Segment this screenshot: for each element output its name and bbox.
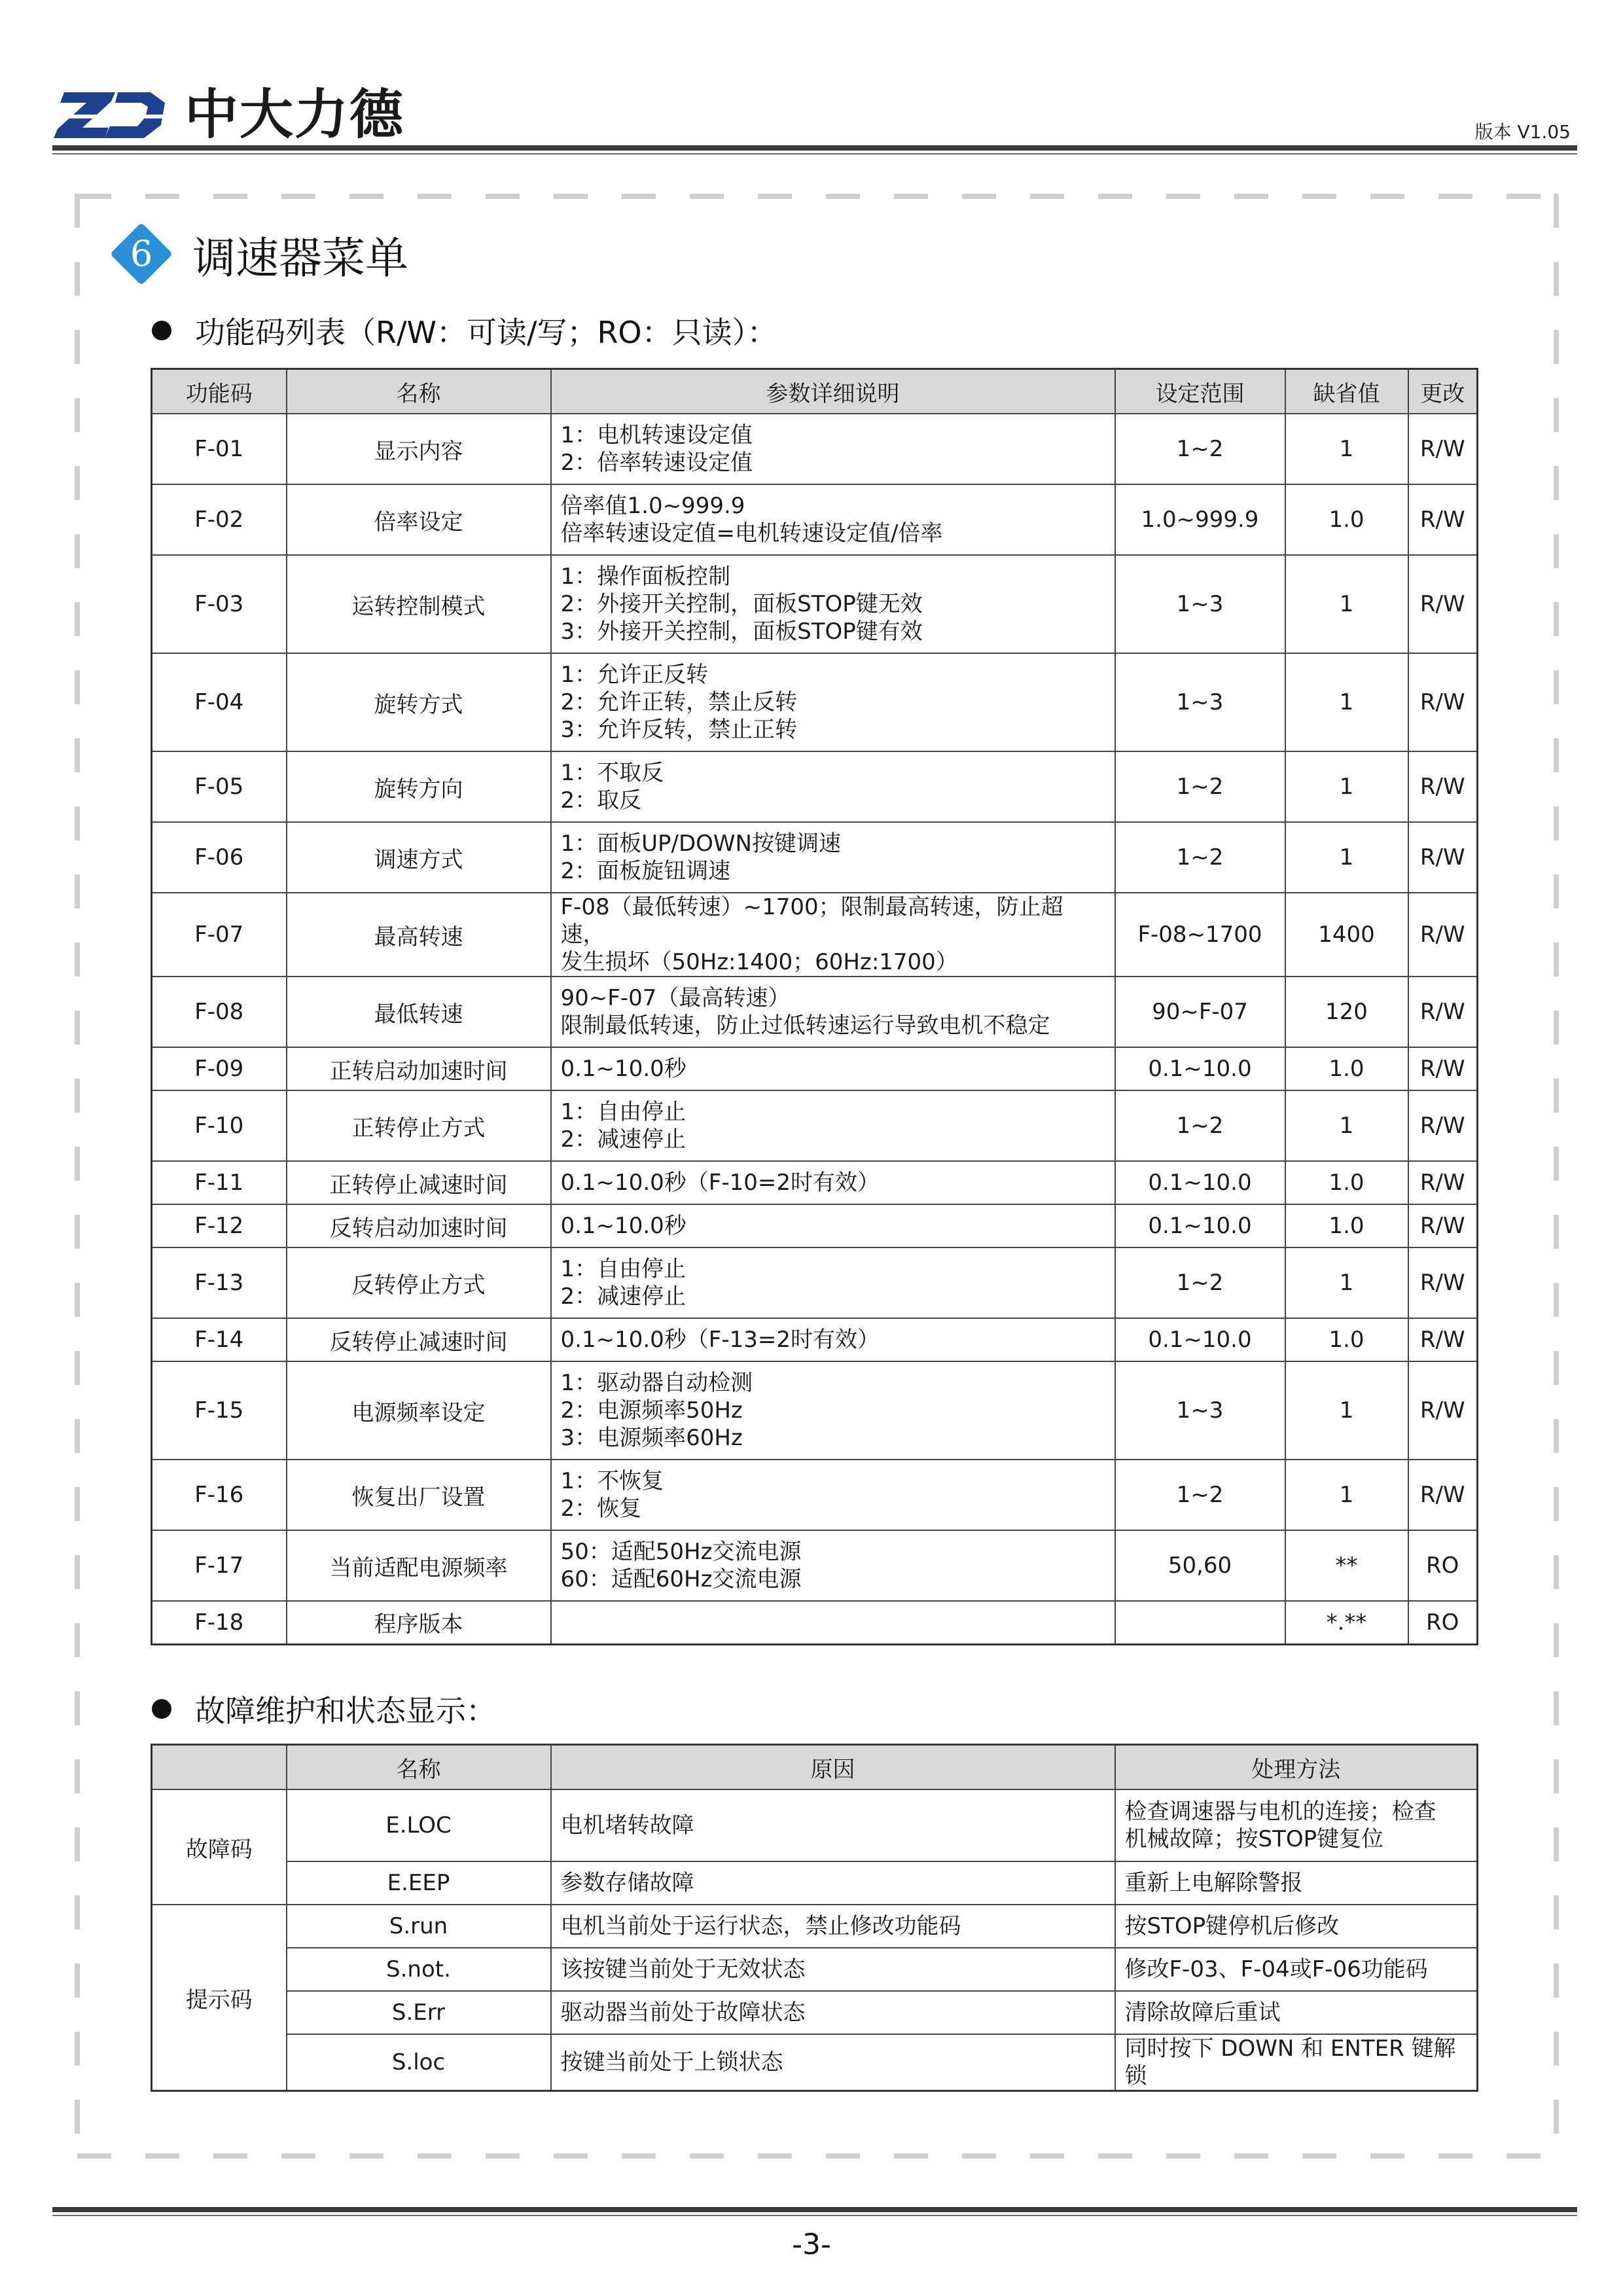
status-code-reason: 参数存储故障 [551, 1861, 1115, 1905]
company-logo [52, 84, 404, 146]
function-desc [551, 822, 1115, 893]
desc-line: 发生损坏（50Hz:1400；60Hz:1700） [560, 949, 958, 975]
table-header-row [152, 1745, 1478, 1790]
function-rw: R/W [1408, 1161, 1478, 1204]
function-desc [551, 1047, 1115, 1090]
function-rw: R/W [1408, 822, 1478, 893]
function-code: F-12 [152, 1204, 287, 1247]
table-row [152, 1460, 1478, 1530]
table-row [152, 484, 1478, 555]
status-code-fix [1115, 1861, 1478, 1905]
fault-table-heading-text: 故障维护和状态显示： [195, 1693, 496, 1729]
desc-line: 1：操作面板控制 [560, 564, 731, 590]
function-rw: R/W [1408, 1460, 1478, 1530]
status-code-fix [1115, 1948, 1478, 1991]
version-label: 版本 V1.05 [1474, 121, 1571, 143]
table-row [152, 1991, 1478, 2034]
desc-line: F-08（最低转速）~1700；限制最高转速，防止超速， [560, 894, 1063, 948]
desc-line: 1：不取反 [560, 760, 664, 786]
table-row [152, 1247, 1478, 1318]
desc-line: 3：允许反转，禁止正转 [560, 717, 798, 743]
function-desc [551, 1318, 1115, 1361]
table-row [152, 977, 1478, 1047]
function-code: F-15 [152, 1361, 287, 1460]
function-rw: R/W [1408, 1361, 1478, 1460]
status-code-name: S.run [287, 1905, 551, 1948]
function-name: 倍率设定 [287, 484, 551, 555]
function-range: 0.1~10.0 [1115, 1161, 1285, 1204]
fix-line: 清除故障后重试 [1124, 2000, 1281, 2026]
function-code: F-08 [152, 977, 287, 1047]
function-rw: R/W [1408, 484, 1478, 555]
function-name: 显示内容 [287, 414, 551, 484]
function-range: 1~3 [1115, 1361, 1285, 1460]
desc-line: 0.1~10.0秒（F-13=2时有效） [560, 1327, 880, 1353]
desc-line: 2：倍率转速设定值 [560, 450, 753, 476]
table-row [152, 893, 1478, 977]
status-code-name: E.LOC [287, 1789, 551, 1861]
function-range: 1~2 [1115, 751, 1285, 822]
column-header-range: 设定范围 [1115, 369, 1285, 414]
function-rw: R/W [1408, 1047, 1478, 1090]
function-range: 1~2 [1115, 1247, 1285, 1318]
status-code-name: E.EEP [287, 1861, 551, 1905]
table-row [152, 653, 1478, 751]
desc-line: 0.1~10.0秒 [560, 1056, 687, 1082]
function-rw: R/W [1408, 751, 1478, 822]
column-header-category [152, 1745, 287, 1790]
fix-line: 机械故障；按STOP键复位 [1124, 1826, 1384, 1852]
function-rw: R/W [1408, 414, 1478, 484]
function-name: 反转启动加速时间 [287, 1204, 551, 1247]
status-code-reason: 驱动器当前处于故障状态 [551, 1991, 1115, 2034]
dashed-frame-bottom [77, 2153, 1558, 2159]
function-name: 恢复出厂设置 [287, 1460, 551, 1530]
desc-line: 1：面板UP/DOWN按键调速 [560, 831, 841, 857]
function-rw: R/W [1408, 1204, 1478, 1247]
header-rule-thin [52, 153, 1577, 154]
status-code-name: S.not. [287, 1948, 551, 1991]
desc-line: 90~F-07（最高转速） [560, 985, 791, 1011]
function-table-heading [152, 309, 777, 352]
function-desc [551, 893, 1115, 977]
section-title-text: 调速器菜单 [192, 232, 408, 283]
dashed-frame-right [1554, 194, 1559, 2159]
function-code: F-14 [152, 1318, 287, 1361]
function-desc [551, 1460, 1115, 1530]
desc-line: 倍率值1.0~999.9 [560, 493, 745, 519]
function-default: 1.0 [1285, 1047, 1408, 1090]
function-default: 1 [1285, 1090, 1408, 1161]
function-rw: RO [1408, 1601, 1478, 1644]
table-row [152, 1905, 1478, 1948]
table-header-row [152, 369, 1478, 414]
function-desc [551, 1530, 1115, 1601]
function-code: F-05 [152, 751, 287, 822]
function-rw: R/W [1408, 1247, 1478, 1318]
function-default: 1 [1285, 751, 1408, 822]
function-code: F-17 [152, 1530, 287, 1601]
function-default: 1 [1285, 653, 1408, 751]
status-code-fix [1115, 1789, 1478, 1861]
desc-line: 2：允许正转，禁止反转 [560, 689, 798, 715]
function-default: 1.0 [1285, 1318, 1408, 1361]
desc-line: 0.1~10.0秒 [560, 1213, 687, 1239]
function-desc [551, 1361, 1115, 1460]
function-rw: R/W [1408, 1318, 1478, 1361]
function-code: F-10 [152, 1090, 287, 1161]
bullet-icon [152, 1699, 171, 1719]
function-name: 旋转方向 [287, 751, 551, 822]
function-range: 0.1~10.0 [1115, 1318, 1285, 1361]
column-header-name: 名称 [287, 1745, 551, 1790]
status-code-reason: 电机堵转故障 [551, 1789, 1115, 1861]
function-name: 正转停止减速时间 [287, 1161, 551, 1204]
function-code: F-06 [152, 822, 287, 893]
table-row [152, 1047, 1478, 1090]
desc-line: 1：驱动器自动检测 [560, 1370, 753, 1396]
table-row [152, 1601, 1478, 1644]
column-header-fix: 处理方法 [1115, 1745, 1478, 1790]
function-rw: RO [1408, 1530, 1478, 1601]
table-row [152, 1948, 1478, 1991]
status-code-name: S.Err [287, 1991, 551, 2034]
fault-table-body [152, 1789, 1478, 2091]
function-rw: R/W [1408, 555, 1478, 653]
function-default: ** [1285, 1530, 1408, 1601]
function-default: 1.0 [1285, 1161, 1408, 1204]
desc-line: 2：取反 [560, 787, 642, 814]
fault-status-table [151, 1744, 1478, 2092]
function-default: 1 [1285, 555, 1408, 653]
table-row [152, 1361, 1478, 1460]
table-row [152, 555, 1478, 653]
function-code: F-03 [152, 555, 287, 653]
table-row [152, 1530, 1478, 1601]
footer-rule [52, 2207, 1577, 2212]
logo-text: 中大力德 [185, 83, 405, 146]
function-rw: R/W [1408, 1090, 1478, 1161]
function-default: 1 [1285, 1361, 1408, 1460]
function-desc [551, 1161, 1115, 1204]
desc-line: 2：面板旋钮调速 [560, 858, 731, 884]
function-code: F-02 [152, 484, 287, 555]
desc-line: 2：减速停止 [560, 1283, 687, 1310]
function-rw: R/W [1408, 893, 1478, 977]
desc-line: 限制最低转速，防止过低转速运行导致电机不稳定 [560, 1013, 1050, 1039]
desc-line: 1：电机转速设定值 [560, 422, 753, 448]
function-desc [551, 1247, 1115, 1318]
fix-line: 检查调速器与电机的连接；检查 [1124, 1799, 1436, 1825]
function-range: 1~2 [1115, 414, 1285, 484]
function-default: 1.0 [1285, 1204, 1408, 1247]
fix-line: 按STOP键停机后修改 [1124, 1913, 1340, 1939]
table-row [152, 751, 1478, 822]
function-name: 电源频率设定 [287, 1361, 551, 1460]
table-row [152, 2034, 1478, 2091]
page-number: -3- [792, 2228, 831, 2261]
column-header-code: 功能码 [152, 369, 287, 414]
function-default: 120 [1285, 977, 1408, 1047]
function-name: 调速方式 [287, 822, 551, 893]
function-desc [551, 484, 1115, 555]
desc-line: 1：自由停止 [560, 1099, 687, 1125]
function-default: 1 [1285, 1460, 1408, 1530]
column-header-desc: 参数详细说明 [551, 369, 1115, 414]
section-number-badge [110, 223, 173, 285]
function-name: 反转停止减速时间 [287, 1318, 551, 1361]
function-default: 1 [1285, 414, 1408, 484]
function-range: 90~F-07 [1115, 977, 1285, 1047]
status-code-fix [1115, 1991, 1478, 2034]
function-name: 反转停止方式 [287, 1247, 551, 1318]
function-desc [551, 1204, 1115, 1247]
function-desc [551, 751, 1115, 822]
function-range: 0.1~10.0 [1115, 1204, 1285, 1247]
section-number: 6 [130, 233, 153, 274]
function-rw: R/W [1408, 977, 1478, 1047]
function-range: 1~2 [1115, 822, 1285, 893]
table-row [152, 1861, 1478, 1905]
desc-line: 1：自由停止 [560, 1256, 687, 1282]
function-desc [551, 1090, 1115, 1161]
function-default: 1400 [1285, 893, 1408, 977]
column-header-default: 缺省值 [1285, 369, 1408, 414]
status-code-reason: 电机当前处于运行状态，禁止修改功能码 [551, 1905, 1115, 1948]
function-range: 1~3 [1115, 653, 1285, 751]
code-category: 提示码 [152, 1905, 287, 2091]
function-default: *.** [1285, 1601, 1408, 1644]
code-category: 故障码 [152, 1789, 287, 1905]
function-range: 1~2 [1115, 1460, 1285, 1530]
function-desc [551, 555, 1115, 653]
table-row [152, 1161, 1478, 1204]
function-range [1115, 1601, 1285, 1644]
function-name: 正转启动加速时间 [287, 1047, 551, 1090]
bullet-icon [152, 321, 171, 340]
function-rw: R/W [1408, 653, 1478, 751]
table-row [152, 1789, 1478, 1861]
fault-table-heading [152, 1687, 496, 1731]
function-code: F-13 [152, 1247, 287, 1318]
function-code: F-09 [152, 1047, 287, 1090]
desc-line: 2：恢复 [560, 1496, 642, 1522]
desc-line: 倍率转速设定值=电机转速设定值/倍率 [560, 520, 943, 547]
fix-line: 修改F-03、F-04或F-06功能码 [1124, 1956, 1428, 1982]
function-desc [551, 1601, 1115, 1644]
desc-line: 1：不恢复 [560, 1468, 664, 1494]
dashed-frame-left [75, 194, 80, 2159]
function-table-body [152, 414, 1478, 1644]
function-name: 最低转速 [287, 977, 551, 1047]
desc-line: 2：外接开关控制，面板STOP键无效 [560, 591, 923, 617]
function-table-heading-text: 功能码列表（R/W：可读/写；RO：只读）： [195, 315, 777, 350]
column-header-name: 名称 [287, 369, 551, 414]
function-range: 1~2 [1115, 1090, 1285, 1161]
function-desc [551, 414, 1115, 484]
function-desc [551, 977, 1115, 1047]
desc-line: 2：减速停止 [560, 1126, 687, 1153]
table-row [152, 1318, 1478, 1361]
function-desc [551, 653, 1115, 751]
status-code-name: S.loc [287, 2034, 551, 2091]
table-row [152, 1204, 1478, 1247]
column-header-rw: 更改 [1408, 369, 1478, 414]
function-default: 1 [1285, 1247, 1408, 1318]
table-row [152, 414, 1478, 484]
dashed-frame-top [77, 194, 1558, 199]
status-code-reason: 按键当前处于上锁状态 [551, 2034, 1115, 2091]
zd-logo-icon [52, 88, 169, 142]
status-code-fix [1115, 1905, 1478, 1948]
function-name: 程序版本 [287, 1601, 551, 1644]
desc-line: 60：适配60Hz交流电源 [560, 1566, 802, 1592]
function-code: F-16 [152, 1460, 287, 1530]
status-code-fix [1115, 2034, 1478, 2091]
table-row [152, 822, 1478, 893]
function-code: F-18 [152, 1601, 287, 1644]
desc-line: 1：允许正反转 [560, 662, 709, 688]
function-name: 运转控制模式 [287, 555, 551, 653]
function-code: F-04 [152, 653, 287, 751]
column-header-reason: 原因 [551, 1745, 1115, 1790]
function-code: F-11 [152, 1161, 287, 1204]
function-name: 正转停止方式 [287, 1090, 551, 1161]
desc-line: 3：外接开关控制，面板STOP键有效 [560, 619, 923, 645]
fix-line: 同时按下 DOWN 和 ENTER 键解锁 [1124, 2036, 1456, 2089]
footer-rule-thin [52, 2215, 1577, 2216]
desc-line: 0.1~10.0秒（F-10=2时有效） [560, 1170, 880, 1196]
desc-line: 50：适配50Hz交流电源 [560, 1539, 802, 1565]
function-code: F-07 [152, 893, 287, 977]
function-code: F-01 [152, 414, 287, 484]
table-row [152, 1090, 1478, 1161]
function-code-table [151, 368, 1478, 1645]
function-name: 旋转方式 [287, 653, 551, 751]
function-default: 1 [1285, 822, 1408, 893]
function-range: 1.0~999.9 [1115, 484, 1285, 555]
function-range: 1~3 [1115, 555, 1285, 653]
function-name: 当前适配电源频率 [287, 1530, 551, 1601]
fix-line: 重新上电解除警报 [1124, 1870, 1303, 1896]
desc-line: 3：电源频率60Hz [560, 1425, 743, 1451]
function-default: 1.0 [1285, 484, 1408, 555]
function-range: 0.1~10.0 [1115, 1047, 1285, 1090]
section-title [110, 223, 408, 285]
status-code-reason: 该按键当前处于无效状态 [551, 1948, 1115, 1991]
desc-line: 2：电源频率50Hz [560, 1397, 743, 1424]
header-rule [52, 145, 1577, 151]
function-range: 50,60 [1115, 1530, 1285, 1601]
function-name: 最高转速 [287, 893, 551, 977]
function-range: F-08~1700 [1115, 893, 1285, 977]
